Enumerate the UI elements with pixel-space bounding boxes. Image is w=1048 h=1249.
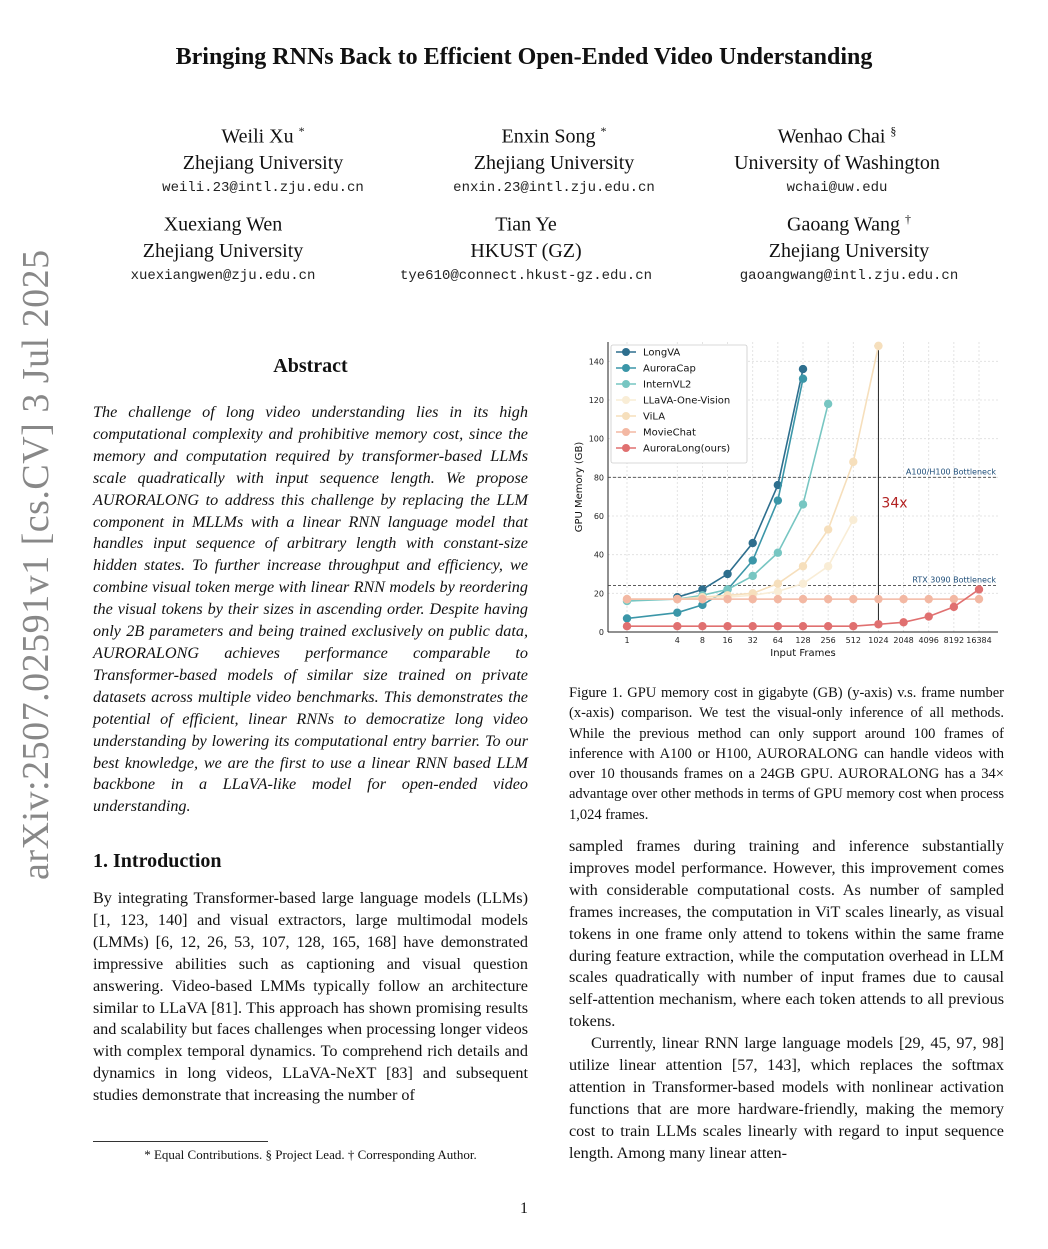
data-point xyxy=(824,400,832,408)
data-point xyxy=(849,458,857,466)
legend-swatch-marker xyxy=(622,444,630,452)
data-point xyxy=(874,595,882,603)
x-tick-label: 1024 xyxy=(868,636,889,645)
legend-label: MovieChat xyxy=(643,427,696,439)
author-mark: † xyxy=(905,212,911,226)
data-point xyxy=(774,579,782,587)
legend-label: ViLA xyxy=(643,411,666,423)
data-point xyxy=(749,622,757,630)
author-block xyxy=(376,206,676,284)
data-point xyxy=(925,612,933,620)
x-tick-label: 128 xyxy=(795,636,811,645)
data-point xyxy=(774,587,782,595)
data-point xyxy=(799,562,807,570)
data-point xyxy=(824,622,832,630)
data-point xyxy=(975,585,983,593)
body-paragraph: Currently, linear RNN large language models [29, 45, 97, 98] utilize linear attention [57, 143], which replaces the softmax attention in Transformer-based models with nonlinear activation functions that are more hardware-friendly, making the memory cost to train LLMs scales linearly with regard to input sequence length. Among many linear atten- xyxy=(569,1034,1004,1162)
reference-line-label: A100/H100 Bottleneck xyxy=(905,467,996,477)
data-point xyxy=(673,595,681,603)
author-affiliation: Zhejiang University xyxy=(142,239,304,262)
data-point xyxy=(673,622,681,630)
data-point xyxy=(749,595,757,603)
data-point xyxy=(774,549,782,557)
legend-label: AuroraLong(ours) xyxy=(643,443,731,455)
data-point xyxy=(698,622,706,630)
figure-caption: Figure 1. GPU memory cost in gigabyte (GB) (y-axis) v.s. frame number (x-axis) comparison. We test the visual-only inference of all methods. While the previous method can only support around 100 frames of inference with A100 or H100, AURORALONG can handle videos with over 10 thousands frames on a 24GB GPU. AURORALONG has a 34× advantage over other methods in terms of GPU memory cost when process 1,024 frames. xyxy=(569,685,1004,823)
data-point xyxy=(749,572,757,580)
y-tick-label: 20 xyxy=(593,589,604,599)
author-email[interactable]: tye610@connect.hkust-gz.edu.cn xyxy=(399,267,653,284)
author-email[interactable]: wchai@uw.edu xyxy=(786,179,888,196)
data-point xyxy=(799,595,807,603)
data-point xyxy=(799,579,807,587)
data-point xyxy=(723,570,731,578)
x-tick-label: 4096 xyxy=(918,636,939,645)
data-point xyxy=(623,614,631,622)
abstract-text: The challenge of long video understanding lies in its high computational complexity and prohibitive memory cost, since the memory and computation required by transformer-based LLMs scale quadratically with input sequence length. We propose AURORALONG to address this challenge by replacing the LLM component in MLLMs with a linear RNN language model that handles input sequence of arbitrary length with constant-size hidden states. To further increase throughput and efficiency, we combine visual token merge with linear RNN models by reordering the visual tokens by their sizes in ascending order. Despite having only 2B parameters and being trained exclusively on public data, AURORALONG achieves performance comparable to Transformer-based models of similar size trained on private datasets across multiple video benchmarks. This demonstrates the potential of efficient, linear RNNs to democratize long video understanding by lowering its computational entry barrier. To our best knowledge, we are the first to use a linear RNN based LLM backbone in a LLaVA-like model for open-ended video understanding. xyxy=(93,403,528,816)
paper-title: Bringing RNNs Back to Efficient Open-Ended Video Understanding xyxy=(175,44,873,70)
body-paragraph: sampled frames during training and inference substantially improves model performance. However, this improvement comes with considerable computational costs. As number of sampled frames increases, the computation in ViT scales linearly, as visual tokens in one frame only attend to tokens within the same frame during feature extraction, while the computation overhead in LLM scales quadratically with number of input frames due to causal self-attention mechanism, where each token attends to all previous tokens. xyxy=(569,837,1004,1031)
author-email[interactable]: xuexiangwen@zju.edu.cn xyxy=(130,267,316,284)
author-affiliation: Zhejiang University xyxy=(473,151,635,174)
data-point xyxy=(623,595,631,603)
data-point xyxy=(673,608,681,616)
data-point xyxy=(774,622,782,630)
data-point xyxy=(824,562,832,570)
y-tick-label: 100 xyxy=(588,434,604,444)
x-tick-label: 8192 xyxy=(943,636,965,645)
data-point xyxy=(799,365,807,373)
advantage-label: 34x xyxy=(881,495,908,512)
abstract-heading: Abstract xyxy=(273,355,348,377)
x-tick-label: 16 xyxy=(722,636,733,645)
y-tick-label: 40 xyxy=(593,550,604,560)
x-tick-label: 4 xyxy=(674,636,680,645)
data-point xyxy=(950,595,958,603)
data-point xyxy=(749,556,757,564)
author-affiliation: HKUST (GZ) xyxy=(470,239,582,262)
author-block xyxy=(404,118,704,196)
right-column-text xyxy=(569,836,1004,1165)
gpu-memory-chart xyxy=(566,336,1006,666)
author-block xyxy=(699,206,999,284)
data-point xyxy=(849,622,857,630)
reference-line-label: RTX 3090 Bottleneck xyxy=(912,575,996,585)
x-tick-label: 512 xyxy=(845,636,861,645)
author-name: Gaoang Wang xyxy=(787,213,900,236)
x-axis-label: Input Frames xyxy=(770,648,836,659)
data-point xyxy=(925,595,933,603)
author-name: Xuexiang Wen xyxy=(163,213,283,236)
data-point xyxy=(849,516,857,524)
legend-swatch-marker xyxy=(622,364,630,372)
data-point xyxy=(950,603,958,611)
legend-label: AuroraCap xyxy=(643,363,696,375)
author-email[interactable]: gaoangwang@intl.zju.edu.cn xyxy=(739,267,959,284)
footnote: * Equal Contributions. § Project Lead. † Corresponding Author. xyxy=(144,1147,477,1162)
footnote-rule xyxy=(93,1141,268,1142)
author-email[interactable]: enxin.23@intl.zju.edu.cn xyxy=(453,179,655,196)
y-tick-label: 60 xyxy=(593,512,604,521)
author-mark: * xyxy=(298,124,305,138)
data-point xyxy=(975,595,983,603)
x-tick-label: 1 xyxy=(624,636,630,645)
page-number: 1 xyxy=(520,1200,528,1217)
legend-label: LongVA xyxy=(643,347,681,359)
data-point xyxy=(899,618,907,626)
y-tick-label: 80 xyxy=(593,473,604,483)
data-point xyxy=(899,595,907,603)
author-email[interactable]: weili.23@intl.zju.edu.cn xyxy=(162,179,364,196)
data-point xyxy=(749,539,757,547)
author-mark: * xyxy=(600,124,607,138)
x-tick-label: 16384 xyxy=(966,636,992,645)
data-point xyxy=(799,375,807,383)
x-tick-label: 256 xyxy=(820,636,836,645)
author-name: Tian Ye xyxy=(495,213,557,236)
x-tick-label: 64 xyxy=(772,636,783,645)
legend-swatch-marker xyxy=(622,348,630,356)
arxiv-identifier: arXiv:2507.02591v1 [cs.CV] 3 Jul 2025 xyxy=(15,249,57,880)
author-name: Wenhao Chai xyxy=(777,125,886,148)
legend-label: InternVL2 xyxy=(643,379,692,391)
y-tick-label: 120 xyxy=(588,396,604,405)
data-point xyxy=(849,595,857,603)
data-point xyxy=(799,622,807,630)
x-tick-label: 32 xyxy=(747,636,758,645)
legend-swatch-marker xyxy=(622,380,630,388)
author-block xyxy=(73,206,373,284)
data-point xyxy=(774,496,782,504)
y-tick-label: 140 xyxy=(588,357,604,367)
y-tick-label: 0 xyxy=(598,628,604,637)
author-affiliation: University of Washington xyxy=(734,151,940,174)
data-point xyxy=(774,595,782,603)
data-point xyxy=(799,500,807,508)
legend-label: LLaVA-One-Vision xyxy=(643,395,731,407)
introduction-paragraph: By integrating Transformer-based large language models (LLMs) [1, 123, 140] and visual extractors, large multimodal models (LMMs) [6, 12, 26, 53, 107, 128, 165, 168] have demonstrated impressive abilities such as captioning and visual question answering. Video-based LMMs typically follow an architecture similar to LLaVA [81]. This approach has shown promising results and scalability but faces challenges when processing longer videos with complex temporal dynamics. To comprehend rich details and dynamics in long videos, LLaVA-NeXT [83] and subsequent studies demonstrate that increasing the number of xyxy=(93,889,528,1105)
data-point xyxy=(874,342,882,350)
data-point xyxy=(824,525,832,533)
author-name: Weili Xu xyxy=(221,125,294,148)
section-heading-introduction: 1. Introduction xyxy=(93,850,222,872)
data-point xyxy=(824,595,832,603)
author-affiliation: Zhejiang University xyxy=(768,239,930,262)
legend-swatch-marker xyxy=(622,428,630,436)
author-affiliation: Zhejiang University xyxy=(182,151,344,174)
author-name: Enxin Song xyxy=(501,125,596,148)
data-point xyxy=(698,595,706,603)
data-point xyxy=(723,622,731,630)
author-block xyxy=(113,118,413,196)
author-mark: § xyxy=(890,124,897,138)
x-tick-label: 8 xyxy=(699,636,705,645)
legend-swatch-marker xyxy=(622,396,630,404)
x-tick-label: 2048 xyxy=(893,636,914,645)
legend-swatch-marker xyxy=(622,412,630,420)
author-block xyxy=(687,118,987,196)
data-point xyxy=(623,622,631,630)
data-point xyxy=(723,595,731,603)
y-axis-label: GPU Memory (GB) xyxy=(574,441,585,533)
data-point xyxy=(874,620,882,628)
